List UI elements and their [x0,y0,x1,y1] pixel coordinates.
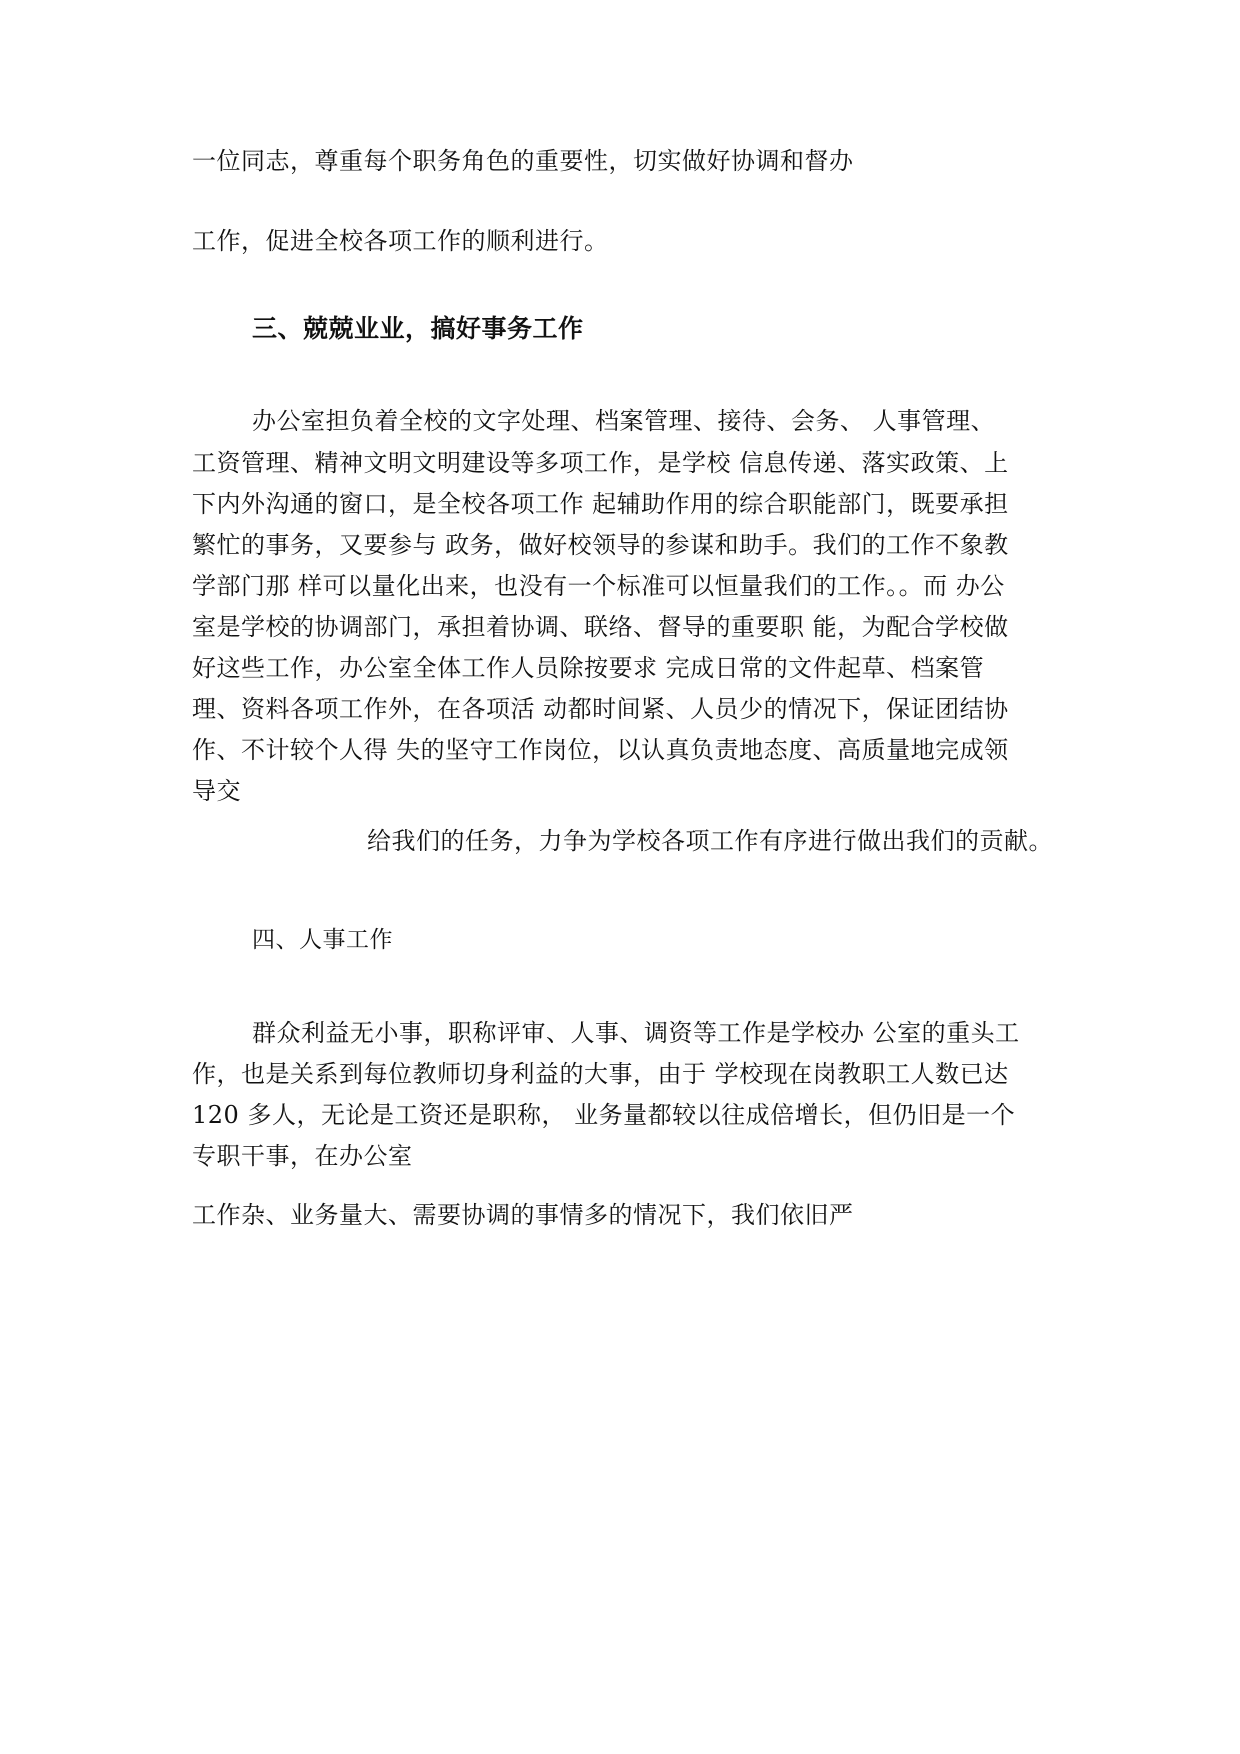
paragraph-line: 好这些工作，办公室全体工作人员除按要求 完成日常的文件起草、档案管 [192,654,985,682]
section-heading-4: 四、人事工作 [252,927,393,953]
paragraph-line: 专职干事，在办公室 [192,1142,413,1170]
paragraph-line: 给我们的任务，力争为学校各项工作有序进行做出我们的贡献。 [367,827,1053,855]
paragraph-line [192,1100,1015,1130]
paragraph-line: 群众利益无小事，职称评审、人事、调资等工作是学校办 公室的重头工 [252,1019,1020,1047]
paragraph-line: 作，也是关系到每位教师切身利益的大事，由于 学校现在岗教职工人数已达 [192,1060,1009,1088]
paragraph-line: 工资管理、精神文明文明建设等多项工作，是学校 信息传递、落实政策、上 [192,449,1009,477]
paragraph-line: 办公室担负着全校的文字处理、档案管理、接待、会务、 人事管理、 [252,407,996,435]
paragraph-line: 繁忙的事务，又要参与 政务，做好校领导的参谋和助手。我们的工作不象教 [192,531,1009,559]
paragraph-line: 室是学校的协调部门，承担着协调、联络、督导的重要职 能，为配合学校做 [192,613,1009,641]
text-line: 一位同志，尊重每个职务角色的重要性，切实做好协调和督办 [192,147,854,175]
section-heading-3: 三、兢兢业业，搞好事务工作 [252,314,584,343]
staff-count-number: 120 [192,1101,240,1129]
paragraph-line: 下内外沟通的窗口，是全校各项工作 起辅助作用的综合职能部门，既要承担 [192,490,1009,518]
paragraph-line: 工作杂、业务量大、需要协调的事情多的情况下，我们依旧严 [192,1201,854,1229]
text-line: 工作，促进全校各项工作的顺利进行。 [192,227,609,255]
paragraph-line: 学部门那 样可以量化出来，也没有一个标准可以恒量我们的工作。。而 办公 [192,572,1005,600]
paragraph-line: 理、资料各项工作外，在各项活 动都时间紧、人员少的情况下，保证团结协 [192,695,1009,723]
paragraph-line: 导交 [192,777,241,805]
paragraph-line: 作、不计较个人得 失的坚守工作岗位，以认真负责地态度、高质量地完成领 [192,736,1009,764]
paragraph-line-text: 多人，无论是工资还是职称， 业务量都较以往成倍增长，但仍旧是一个 [247,1101,1016,1129]
